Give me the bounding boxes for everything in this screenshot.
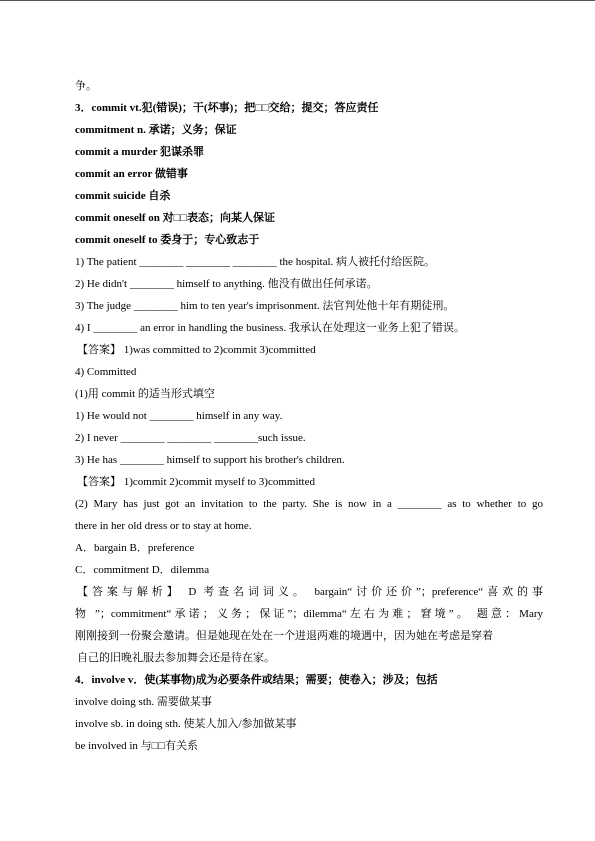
exercise-line: 1) He would not ________ himself in any way. — [75, 410, 283, 422]
answer-line: 【答案】 1)was committed to 2)commit 3)committed — [77, 344, 316, 356]
analysis-line: 刚刚接到一份聚会邀请。但是她现在处在一个进退两难的境遇中，因为她在考虑是穿着 — [75, 630, 493, 642]
question-line: there in her old dress or to stay at home. — [75, 520, 252, 532]
analysis-line: 【答案与解析】 D 考查名词词义。 bargain“讨价还价”；preference“喜欢的事 — [77, 586, 543, 598]
vocab-entry: commit oneself to 委身于；专心致志于 — [75, 234, 260, 246]
analysis-line: 物 ”；commitment“承诺；义务；保证”；dilemma“左右为难；窘境”。 题意：Mary — [75, 608, 543, 620]
vocab-entry: commit suicide 自杀 — [75, 190, 171, 202]
answer-line: 4) Committed — [75, 366, 137, 378]
exercise-line: 2) I never ________ ________ ________such issue. — [75, 432, 306, 444]
exercise-line: 1) The patient ________ ________ ________ the hospital. 病人被托付给医院。 — [75, 256, 436, 268]
exercise-line: 4) I ________ an error in handling the business. 我承认在处理这一业务上犯了错误。 — [75, 322, 465, 334]
vocab-entry: be involved in 与□□有关系 — [75, 740, 198, 752]
vocab-heading-commit: 3．commit vt.犯(错误)；干(坏事)；把□□交给；提交；答应责任 — [75, 102, 379, 114]
exercise-instruction: (1)用 commit 的适当形式填空 — [75, 388, 215, 400]
vocab-entry: involve doing sth. 需要做某事 — [75, 696, 212, 708]
exercise-line: 3) He has ________ himself to support his brother's children. — [75, 454, 345, 466]
answer-line: 【答案】 1)commit 2)commit myself to 3)committed — [77, 476, 315, 488]
vocab-entry: commit oneself on 对□□表态；向某人保证 — [75, 212, 275, 224]
option-line: A．bargain B．preference — [75, 542, 195, 554]
page-top-border — [0, 0, 595, 1]
vocab-entry: commitment n. 承诺；义务；保证 — [75, 124, 237, 136]
vocab-entry: commit an error 做错事 — [75, 168, 188, 180]
exercise-line: 2) He didn't ________ himself to anything. 他没有做出任何承诺。 — [75, 278, 378, 290]
analysis-line: 自己的旧晚礼服去参加舞会还是待在家。 — [77, 652, 275, 664]
vocab-heading-involve: 4．involve v．使(某事物)成为必要条件或结果；需要；使卷入；涉及；包括 — [75, 674, 438, 686]
vocab-entry: involve sb. in doing sth. 使某人加入/参加做某事 — [75, 718, 297, 730]
option-line: C．commitment D．dilemma — [75, 564, 210, 576]
question-line: (2) Mary has just got an invitation to the party. She is now in a ________ as to whether to go — [75, 498, 543, 510]
text-line: 争。 — [75, 80, 97, 92]
vocab-entry: commit a murder 犯谋杀罪 — [75, 146, 205, 158]
exercise-line: 3) The judge ________ him to ten year's imprisonment. 法官判处他十年有期徒刑。 — [75, 300, 455, 312]
